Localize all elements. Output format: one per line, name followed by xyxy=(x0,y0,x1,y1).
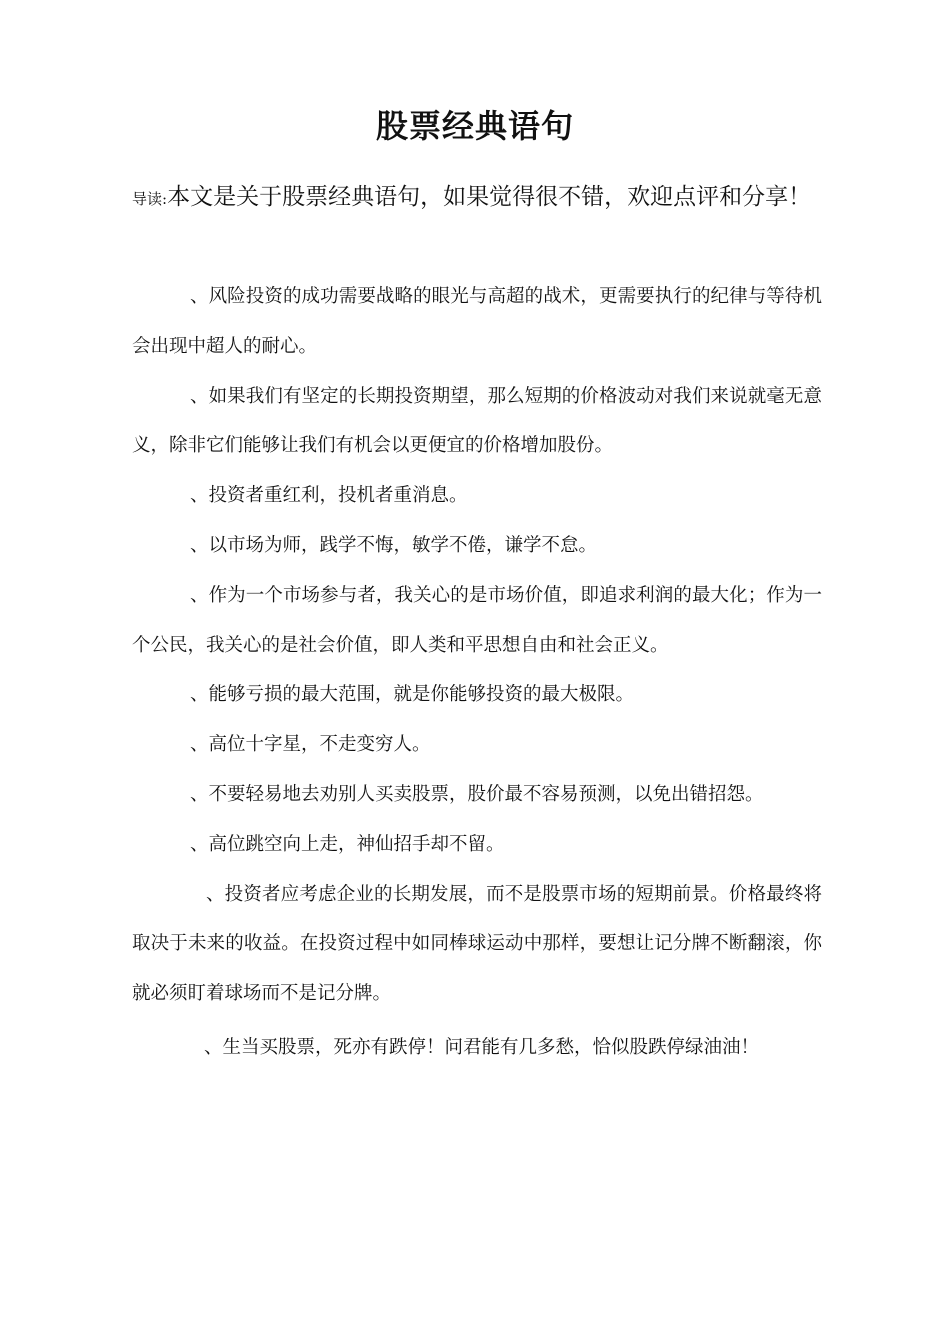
quote-paragraph: 、能够亏损的最大范围，就是你能够投资的最大极限。 xyxy=(190,684,635,706)
document-title: 股票经典语句 xyxy=(375,107,574,145)
intro-paragraph xyxy=(132,172,832,224)
quote-paragraph: 、风险投资的成功需要战略的眼光与高超的战术，更需要执行的纪律与等待机会出现中超人的耐心。 xyxy=(132,286,822,357)
intro-label: 导读: xyxy=(132,190,168,208)
quote-paragraph: 、高位跳空向上走，神仙招手却不留。 xyxy=(190,833,505,855)
quote-paragraph: 、生当买股票，死亦有跌停！问君能有几多愁，恰似股跌停绿油油！ xyxy=(204,1036,760,1058)
quote-paragraph: 、投资者重红利，投机者重消息。 xyxy=(190,485,468,507)
quote-paragraph: 、不要轻易地去劝别人买卖股票，股价最不容易预测，以免出错招怨。 xyxy=(190,783,764,805)
quote-paragraph: 、作为一个市场参与者，我关心的是市场价值，即追求利润的最大化；作为一个公民，我关心的是社会价值，即人类和平思想自由和社会正义。 xyxy=(132,584,822,656)
intro-text: 本文是关于股票经典语句，如果觉得很不错，欢迎点评和分享！ xyxy=(167,184,812,210)
quote-paragraph: 、投资者应考虑企业的长期发展，而不是股票市场的短期前景。价格最终将取决于未来的收益。在投资过程中如同棒球运动中那样，要想让记分牌不断翻滚，你就必须盯着球场而不是记分牌。 xyxy=(132,883,822,1005)
quote-list xyxy=(132,272,822,1073)
quote-paragraph: 、如果我们有坚定的长期投资期望，那么短期的价格波动对我们来说就毫无意义，除非它们能够让我们有机会以更便宜的价格增加股份。 xyxy=(132,385,822,457)
quote-paragraph: 、高位十字星，不走变穷人。 xyxy=(190,734,431,756)
quote-paragraph: 、以市场为师，践学不悔，敏学不倦，谦学不怠。 xyxy=(190,534,598,556)
